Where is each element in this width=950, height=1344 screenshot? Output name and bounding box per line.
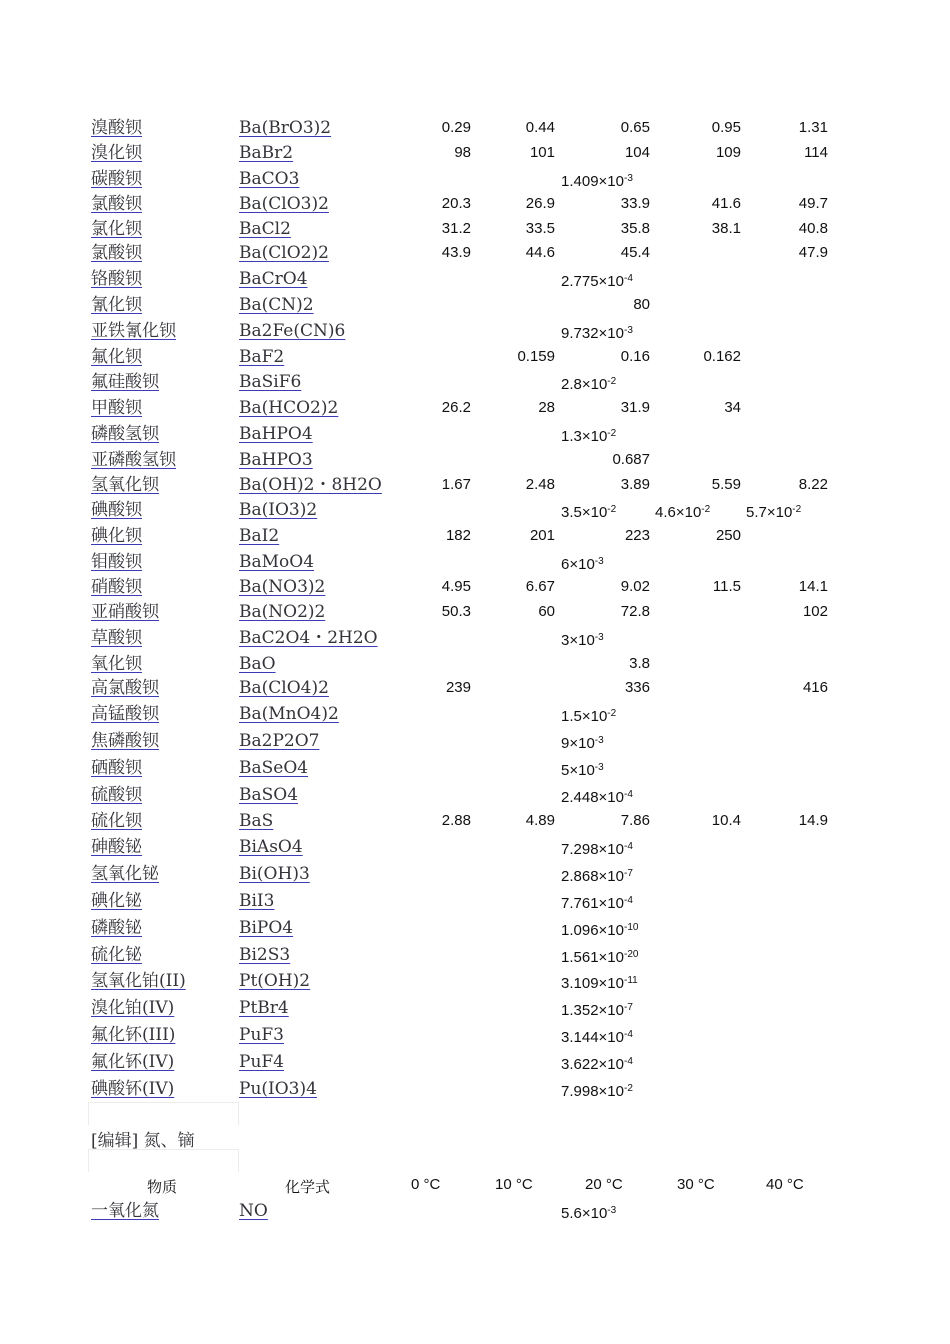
- formula-link[interactable]: BiI3: [239, 891, 275, 911]
- substance-name-link[interactable]: 高氯酸钡: [91, 678, 159, 698]
- value-exponent: -3: [607, 1205, 617, 1216]
- solubility-0c: 0.29: [441, 119, 471, 136]
- solubility-40c: 8.22: [798, 476, 828, 493]
- formula-link[interactable]: PuF4: [239, 1052, 284, 1072]
- substance-name-link[interactable]: 硫化钡: [91, 811, 142, 831]
- table-row: [0, 372, 950, 397]
- value-exponent: -20: [623, 949, 639, 960]
- table-row: [0, 998, 950, 1023]
- solubility-30c: 5.59: [711, 476, 741, 493]
- solubility-merged: [561, 552, 604, 575]
- solubility-merged: [561, 1201, 616, 1224]
- solubility-20c: 35.8: [620, 220, 650, 237]
- substance-name-link[interactable]: 亚磷酸氢钡: [91, 450, 176, 470]
- solubility-20c: 45.4: [620, 244, 650, 261]
- solubility-merged: [561, 1025, 633, 1048]
- value-base: 2.868×10: [561, 868, 624, 885]
- formula-link[interactable]: Ba2P2O7: [239, 731, 320, 751]
- solubility-0c: 31.2: [441, 220, 471, 237]
- solubility-merged: [561, 169, 633, 192]
- solubility-30c: 34: [724, 399, 741, 416]
- formula-link[interactable]: Ba(IO3)2: [239, 500, 318, 520]
- solubility-20c: 80: [633, 296, 650, 313]
- solubility-40c: 14.9: [798, 812, 828, 829]
- substance-name-link[interactable]: 氢氧化铋: [91, 864, 159, 884]
- solubility-20c: 72.8: [620, 603, 650, 620]
- solubility-merged: [561, 891, 633, 914]
- header-40c: 40 °C: [766, 1176, 804, 1193]
- substance-name-link[interactable]: 草酸钡: [91, 628, 142, 648]
- table-row: [0, 500, 950, 525]
- solubility-10c: 6.67: [525, 578, 555, 595]
- solubility-merged: [561, 1079, 633, 1102]
- table-row: [0, 321, 950, 346]
- table-row: [0, 424, 950, 449]
- table-row: [0, 219, 950, 244]
- formula-link[interactable]: BaHPO4: [239, 424, 313, 444]
- value-exponent: -4: [623, 273, 633, 284]
- formula-link[interactable]: PuF3: [239, 1025, 284, 1045]
- substance-name-link[interactable]: 氟化钚(III): [91, 1025, 176, 1045]
- formula-link[interactable]: BaO: [239, 654, 276, 674]
- value-exponent: -2: [623, 1083, 633, 1094]
- header-0c: 0 °C: [411, 1176, 441, 1193]
- substance-name-link[interactable]: 溴化铂(IV): [91, 998, 175, 1018]
- substance-name-link[interactable]: 硝酸钡: [91, 577, 142, 597]
- value-base: 1.409×10: [561, 173, 624, 190]
- value-base: 7.761×10: [561, 895, 624, 912]
- solubility-20c: [561, 500, 616, 523]
- formula-link[interactable]: Ba2Fe(CN)6: [239, 321, 346, 341]
- solubility-10c: 101: [529, 144, 555, 161]
- solubility-merged: [561, 372, 616, 395]
- table-row: [0, 243, 950, 268]
- table-row: [0, 945, 950, 970]
- table-row: [0, 118, 950, 143]
- solubility-merged: [561, 945, 638, 968]
- table-row: [0, 577, 950, 602]
- formula-link[interactable]: BaC2O4・2H2O: [239, 628, 378, 648]
- solubility-10c: 4.89: [525, 812, 555, 829]
- substance-name-link[interactable]: 硫化铋: [91, 945, 142, 965]
- substance-name-link[interactable]: 硒酸钡: [91, 758, 142, 778]
- table-row: [0, 1025, 950, 1050]
- value-base: 9×10: [561, 735, 595, 752]
- header-formula: 化学式: [285, 1179, 331, 1196]
- substance-name-link[interactable]: 碘酸钚(IV): [91, 1079, 175, 1099]
- table-row: [0, 169, 950, 194]
- solubility-30c: 41.6: [711, 195, 741, 212]
- value-exponent: -4: [623, 841, 633, 852]
- table-row: [0, 918, 950, 943]
- table-row: [0, 269, 950, 294]
- formula-link[interactable]: BiAsO4: [239, 837, 303, 857]
- table-row: [0, 552, 950, 577]
- header-20c: 20 °C: [585, 1176, 623, 1193]
- header-10c: 10 °C: [495, 1176, 533, 1193]
- value-base: 1.352×10: [561, 1002, 624, 1019]
- solubility-20c: 0.16: [620, 348, 650, 365]
- value-base: 2.448×10: [561, 789, 624, 806]
- solubility-20c: 31.9: [620, 399, 650, 416]
- formula-link[interactable]: BaBr2: [239, 143, 294, 163]
- value-base: 6×10: [561, 556, 595, 573]
- value-base: 7.298×10: [561, 841, 624, 858]
- solubility-merged: [561, 424, 616, 447]
- substance-name-link[interactable]: 甲酸钡: [91, 398, 142, 418]
- header-30c: 30 °C: [677, 1176, 715, 1193]
- solubility-merged: [561, 731, 604, 754]
- value-base: 1.096×10: [561, 922, 624, 939]
- table-row: [0, 628, 950, 653]
- formula-link[interactable]: BiPO4: [239, 918, 294, 938]
- value-base: 7.998×10: [561, 1083, 624, 1100]
- formula-link[interactable]: BaMoO4: [239, 552, 315, 572]
- solubility-merged: [561, 269, 633, 292]
- solubility-20c: 223: [624, 527, 650, 544]
- solubility-0c: 239: [445, 679, 471, 696]
- solubility-merged: [561, 704, 616, 727]
- value-exponent: -2: [607, 504, 617, 515]
- solubility-merged: [561, 837, 633, 860]
- solubility-0c: 182: [445, 527, 471, 544]
- formula-link[interactable]: BaCO3: [239, 169, 300, 189]
- solubility-20c: 3.8: [629, 655, 650, 672]
- value-base: 5.6×10: [561, 1205, 608, 1222]
- solubility-0c: 1.67: [441, 476, 471, 493]
- solubility-0c: 4.95: [441, 578, 471, 595]
- formula-link[interactable]: BaSiF6: [239, 372, 302, 392]
- solubility-20c: 0.65: [620, 119, 650, 136]
- substance-name-link[interactable]: 硫酸钡: [91, 785, 142, 805]
- solubility-20c: 33.9: [620, 195, 650, 212]
- value-exponent: -2: [607, 428, 617, 439]
- value-exponent: -3: [594, 632, 604, 643]
- table-row: [0, 891, 950, 916]
- table-row: [0, 398, 950, 423]
- value-exponent: -2: [607, 708, 617, 719]
- value-exponent: -4: [623, 895, 633, 906]
- table-row: [0, 347, 950, 372]
- substance-name-link[interactable]: 氯化钡: [91, 219, 142, 239]
- table-row: [0, 654, 950, 679]
- substance-name-link[interactable]: 碳酸钡: [91, 169, 142, 189]
- formula-link[interactable]: Bi(OH)3: [239, 864, 310, 884]
- table-row: [0, 1201, 950, 1226]
- solubility-40c: 102: [802, 603, 828, 620]
- value-base: 3.5×10: [561, 504, 608, 521]
- substance-name-link[interactable]: 亚硝酸钡: [91, 602, 159, 622]
- substance-name-link[interactable]: 氟化钡: [91, 347, 142, 367]
- table-row: [0, 450, 950, 475]
- solubility-40c: 114: [804, 144, 828, 161]
- table-row: [0, 678, 950, 703]
- substance-name-link[interactable]: 一氧化氮: [91, 1201, 159, 1221]
- value-exponent: -3: [623, 173, 633, 184]
- substance-name-link[interactable]: 碘酸钡: [91, 500, 142, 520]
- substance-name-link[interactable]: 碘化铋: [91, 891, 142, 911]
- solubility-0c: 43.9: [441, 244, 471, 261]
- formula-link[interactable]: Ba(ClO2)2: [239, 243, 329, 263]
- substance-name-link[interactable]: 氟硅酸钡: [91, 372, 159, 392]
- substance-name-link[interactable]: 氰化钡: [91, 295, 142, 315]
- value-exponent: -7: [623, 868, 633, 879]
- solubility-10c: 28: [538, 399, 555, 416]
- solubility-40c: 47.9: [798, 244, 828, 261]
- formula-link[interactable]: Ba(ClO3)2: [239, 194, 329, 214]
- substance-name-link[interactable]: 氢氧化铂(II): [91, 971, 186, 991]
- solubility-30c: 10.4: [711, 812, 741, 829]
- solubility-merged: [561, 998, 633, 1021]
- solubility-0c: 20.3: [441, 195, 471, 212]
- substance-name-link[interactable]: 氟化钚(IV): [91, 1052, 175, 1072]
- solubility-10c: 44.6: [525, 244, 555, 261]
- substance-name-link[interactable]: 磷酸氢钡: [91, 424, 159, 444]
- solubility-10c: 60: [538, 603, 555, 620]
- value-exponent: -10: [623, 922, 639, 933]
- solubility-30c: 38.1: [711, 220, 741, 237]
- value-exponent: -11: [623, 975, 638, 986]
- formula-link[interactable]: BaF2: [239, 347, 285, 367]
- value-base: 3×10: [561, 632, 595, 649]
- solubility-30c: 250: [715, 527, 741, 544]
- formula-link[interactable]: PtBr4: [239, 998, 289, 1018]
- substance-name-link[interactable]: 氢氧化钡: [91, 475, 159, 495]
- value-exponent: -4: [623, 1029, 633, 1040]
- section-divider-bottom: [88, 1149, 239, 1172]
- formula-link[interactable]: BaHPO3: [239, 450, 313, 470]
- solubility-0c: 26.2: [441, 399, 471, 416]
- value-base: 3.144×10: [561, 1029, 624, 1046]
- solubility-20c: 3.89: [620, 476, 650, 493]
- value-exponent: -3: [594, 735, 604, 746]
- solubility-40c: 40.8: [798, 220, 828, 237]
- formula-link[interactable]: Ba(ClO4)2: [239, 678, 329, 698]
- solubility-merged: [561, 628, 604, 651]
- formula-link[interactable]: BaS: [239, 811, 274, 831]
- formula-link[interactable]: Ba(NO3)2: [239, 577, 326, 597]
- table-row: [0, 143, 950, 168]
- table-row: [0, 1079, 950, 1104]
- substance-name-link[interactable]: 亚铁氰化钡: [91, 321, 176, 341]
- table-row: [0, 971, 950, 996]
- table-row: [0, 475, 950, 500]
- solubility-merged: [561, 864, 633, 887]
- table-row: [0, 837, 950, 862]
- table-row: [0, 758, 950, 783]
- solubility-0c: 50.3: [441, 603, 471, 620]
- substance-name-link[interactable]: 溴化钡: [91, 143, 142, 163]
- value-base: 2.775×10: [561, 273, 624, 290]
- solubility-merged: [561, 785, 633, 808]
- value-base: 2.8×10: [561, 376, 608, 393]
- substance-name-link[interactable]: 磷酸铋: [91, 918, 142, 938]
- value-exponent: -3: [594, 762, 604, 773]
- solubility-40c: 416: [802, 679, 828, 696]
- value-exponent: -2: [792, 504, 802, 515]
- solubility-30c: 0.162: [703, 348, 741, 365]
- value-base: 1.5×10: [561, 708, 608, 725]
- solubility-merged: [561, 1052, 633, 1075]
- solubility-merged: [561, 971, 638, 994]
- table-row: [0, 731, 950, 756]
- value-base: 3.109×10: [561, 975, 624, 992]
- solubility-0c: 2.88: [441, 812, 471, 829]
- header-substance: 物质: [147, 1179, 178, 1196]
- solubility-40c: 14.1: [798, 578, 828, 595]
- value-base: 1.561×10: [561, 949, 624, 966]
- solubility-merged: [561, 758, 604, 781]
- formula-link[interactable]: Ba(OH)2・8H2O: [239, 475, 382, 495]
- substance-name-link[interactable]: 氯酸钡: [91, 243, 142, 263]
- table-row: [0, 526, 950, 551]
- formula-link[interactable]: Bi2S3: [239, 945, 291, 965]
- solubility-10c: 2.48: [525, 476, 555, 493]
- value-exponent: -7: [623, 1002, 633, 1013]
- solubility-40c: 1.31: [798, 119, 828, 136]
- table-row: [0, 295, 950, 320]
- solubility-10c: 201: [529, 527, 555, 544]
- substance-name-link[interactable]: 铬酸钡: [91, 269, 142, 289]
- solubility-30c: [655, 500, 710, 523]
- value-exponent: -3: [594, 556, 604, 567]
- formula-link[interactable]: BaCrO4: [239, 269, 308, 289]
- solubility-0c: 98: [454, 144, 471, 161]
- solubility-10c: 0.159: [517, 348, 555, 365]
- value-base: 4.6×10: [655, 504, 702, 521]
- table-row: [0, 704, 950, 729]
- formula-link[interactable]: BaI2: [239, 526, 280, 546]
- table-row: [0, 602, 950, 627]
- value-base: 5×10: [561, 762, 595, 779]
- value-exponent: -2: [607, 376, 617, 387]
- table-row: [0, 194, 950, 219]
- solubility-20c: 336: [624, 679, 650, 696]
- solubility-20c: 9.02: [620, 578, 650, 595]
- formula-link[interactable]: Ba(CN)2: [239, 295, 314, 315]
- table-row: [0, 864, 950, 889]
- value-base: 9.732×10: [561, 325, 624, 342]
- table-row: [0, 1052, 950, 1077]
- formula-link[interactable]: NO: [239, 1201, 268, 1221]
- value-exponent: -4: [623, 789, 633, 800]
- value-base: 1.3×10: [561, 428, 608, 445]
- table-row: [0, 811, 950, 836]
- substance-name-link[interactable]: 碘化钡: [91, 526, 142, 546]
- solubility-10c: 33.5: [525, 220, 555, 237]
- solubility-30c: 0.95: [711, 119, 741, 136]
- formula-link[interactable]: BaCl2: [239, 219, 291, 239]
- substance-name-link[interactable]: 溴酸钡: [91, 118, 142, 138]
- solubility-30c: 109: [715, 144, 741, 161]
- value-exponent: -3: [623, 325, 633, 336]
- section-divider-top: [88, 1102, 239, 1125]
- value-base: 3.622×10: [561, 1056, 624, 1073]
- value-base: 5.7×10: [746, 504, 793, 521]
- solubility-10c: 26.9: [525, 195, 555, 212]
- solubility-merged: [561, 321, 633, 344]
- formula-link[interactable]: BaSeO4: [239, 758, 309, 778]
- solubility-40c: 49.7: [798, 195, 828, 212]
- solubility-30c: 11.5: [712, 578, 741, 595]
- substance-name-link[interactable]: 高锰酸钡: [91, 704, 159, 724]
- solubility-20c: 104: [624, 144, 650, 161]
- solubility-merged: [561, 918, 638, 941]
- table-row: [0, 785, 950, 810]
- value-exponent: -2: [701, 504, 711, 515]
- substance-name-link[interactable]: 氧化钡: [91, 654, 142, 674]
- formula-link[interactable]: Pt(OH)2: [239, 971, 311, 991]
- solubility-40c: [746, 500, 801, 523]
- substance-name-link[interactable]: 钼酸钡: [91, 552, 142, 572]
- edit-section-link[interactable]: [编辑] 氮、镝: [91, 1131, 195, 1151]
- formula-link[interactable]: Ba(HCO2)2: [239, 398, 339, 418]
- substance-name-link[interactable]: 氯酸钡: [91, 194, 142, 214]
- solubility-10c: 0.44: [525, 119, 555, 136]
- solubility-20c: 7.86: [620, 812, 650, 829]
- substance-name-link[interactable]: 砷酸铋: [91, 837, 142, 857]
- formula-link[interactable]: Pu(IO3)4: [239, 1079, 317, 1099]
- formula-link[interactable]: Ba(BrO3)2: [239, 118, 332, 138]
- solubility-20c: 0.687: [612, 451, 650, 468]
- formula-link[interactable]: BaSO4: [239, 785, 299, 805]
- formula-link[interactable]: Ba(NO2)2: [239, 602, 326, 622]
- formula-link[interactable]: Ba(MnO4)2: [239, 704, 339, 724]
- value-exponent: -4: [623, 1056, 633, 1067]
- substance-name-link[interactable]: 焦磷酸钡: [91, 731, 159, 751]
